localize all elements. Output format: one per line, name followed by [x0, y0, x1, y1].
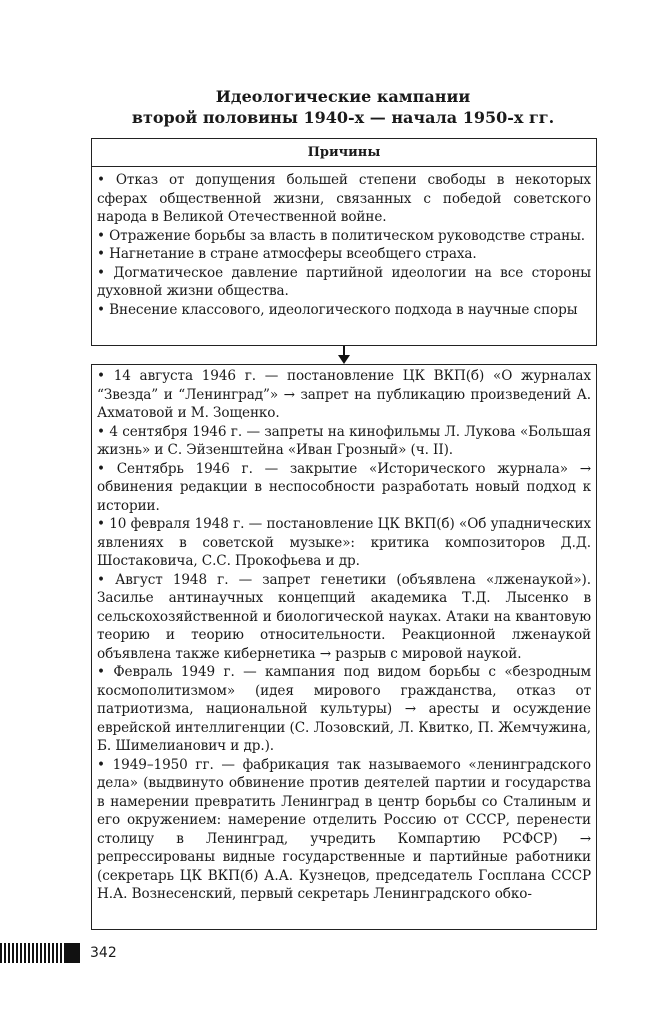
- title-line-1: Идеологические кампании: [215, 87, 471, 106]
- cause-item: • Отказ от допущения большей степени свободы в некоторых сферах общественной жизни, связанных с победой советского народа в Великой Отечественной войне.: [97, 172, 591, 225]
- causes-header: Причины: [92, 139, 596, 167]
- events-box: [91, 364, 597, 930]
- cause-item: • Нагнетание в стране атмосферы всеобщего страха.: [97, 246, 477, 262]
- cause-item: • Догматическое давление партийной идеологии на все стороны духовной жизни общества.: [97, 264, 591, 299]
- event-item: • 14 августа 1946 г. — постановление ЦК ВКП(б) «О журналах “Звезда” и “Ленинград”» → запрет на публикацию произведений А. Ахматовой и М. Зощенко.: [97, 368, 591, 421]
- cause-item: • Внесение классового, идеологического подхода в научные споры: [97, 301, 578, 318]
- event-item: • Февраль 1949 г. — кампания под видом борьбы с «безродным космополитизмом» (идея мирового гражданства, отказ от патриотизма, национальной культуры) → аресты и осуждение еврейской интеллигенции (С. Лозовский, Л. Квитко, П. Жемчужина, Б. Шимелианович и др.).: [97, 664, 591, 754]
- event-item: • 1949–1950 гг. — фабрикация так называемого «ленинградского дела» (выдвинуто обвинение против деятелей партии и государства в намерении превратить Ленинград в центр борьбы со Сталиным и его окружением: намерение отделить Россию от СССР, перенести столицу в Ленинград, учредить Компартию РСФСР) → репрессированы видные государственные и партийные работники (секретарь ЦК ВКП(б) А.А. Кузнецов, председатель Госплана СССР Н.А. Вознесенский, первый секретарь Ленинградского обко-: [97, 756, 591, 902]
- event-item: • 4 сентября 1946 г. — запреты на кинофильмы Л. Лукова «Большая жизнь» и С. Эйзенштейна «Иван Грозный» (ч. II).: [97, 423, 591, 458]
- causes-box: [91, 138, 597, 346]
- event-item: • 10 февраля 1948 г. — постановление ЦК ВКП(б) «Об упаднических явлениях в советской музыке»: критика композиторов Д.Д. Шостаковича, С.С. Прокофьева и др.: [97, 516, 591, 569]
- event-item: • Август 1948 г. — запрет генетики (объявлена «лженаукой»). Засилье антинаучных концепций академика Т.Д. Лысенко в сельскохозяйственной и биологической науках. Атаки на квантовую теорию и теорию относительности. Реакционной лженаукой объявлена также кибернетика → разрыв с мировой наукой.: [97, 571, 591, 662]
- page-marker-block: [64, 943, 80, 963]
- page-title: [90, 86, 596, 128]
- event-item: • Сентябрь 1946 г. — закрытие «Исторического журнала» → обвинения редакции в неспособности разработать новый подход к истории.: [97, 460, 591, 514]
- down-arrow-icon: [338, 355, 350, 364]
- title-line-2: второй половины 1940-х — начала 1950-х гг.: [131, 108, 555, 127]
- cause-item: • Отражение борьбы за власть в политическом руководстве страны.: [97, 227, 586, 244]
- events-list: [92, 365, 596, 904]
- causes-list: [92, 167, 596, 319]
- page-number: 342: [90, 945, 117, 961]
